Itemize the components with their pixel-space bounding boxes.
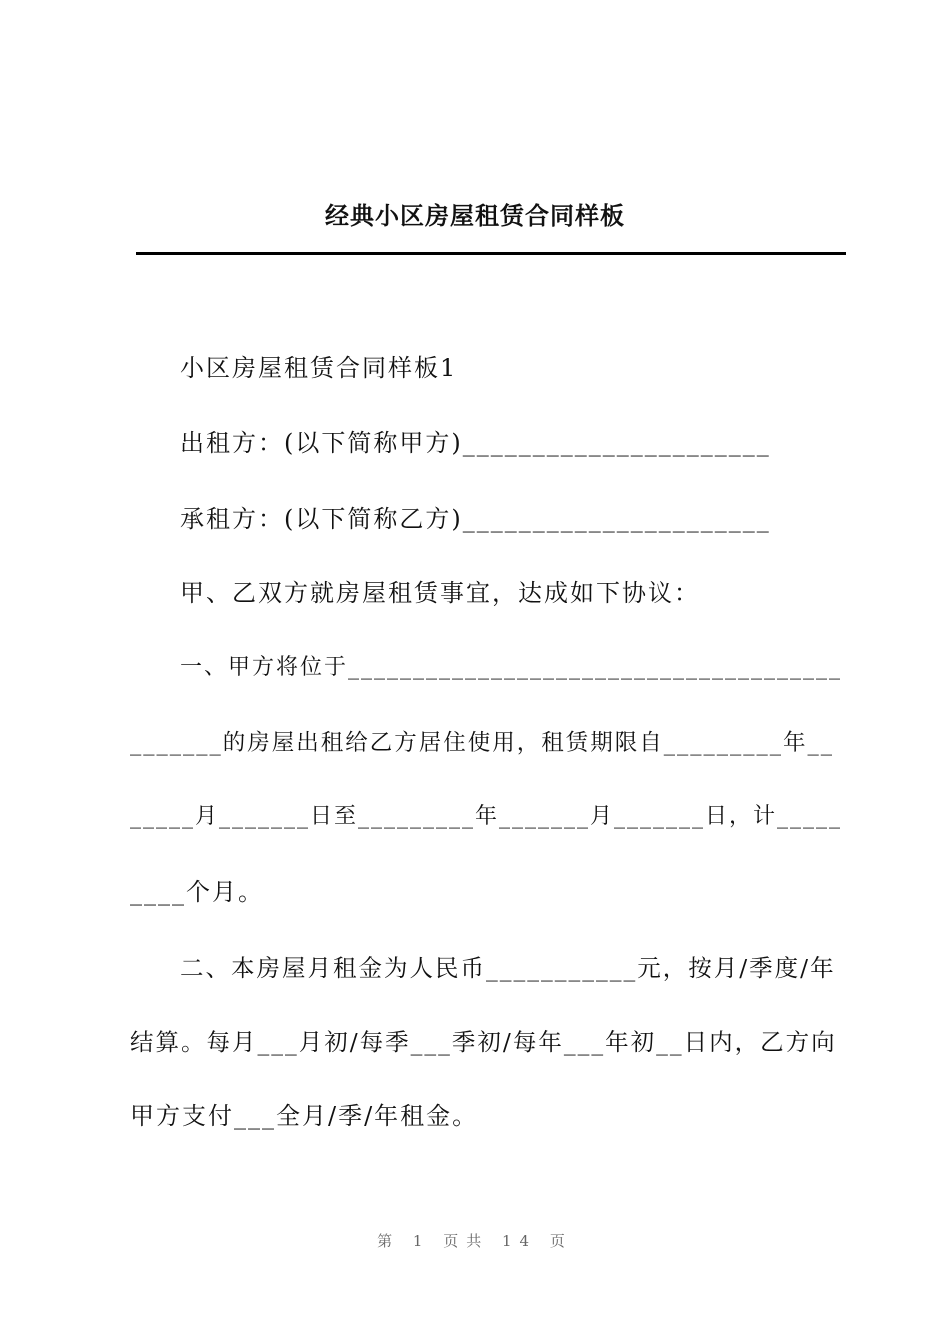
clause-2-line-1: 二、本房屋月租金为人民币___________元，按月/季度/年 <box>180 954 836 982</box>
document-title: 经典小区房屋租赁合同样板 <box>325 201 625 230</box>
section-heading: 小区房屋租赁合同样板1 <box>180 354 458 382</box>
clause-1-line-2: _______的房屋出租给乙方居住使用，租赁期限自_________年__ <box>130 730 835 756</box>
clause-1-line-1: 一、甲方将位于______________________________________ <box>180 655 843 680</box>
agreement-intro: 甲、乙双方就房屋租赁事宜，达成如下协议： <box>180 579 700 607</box>
page-number-footer: 第 1 页共 14 页 <box>377 1232 573 1250</box>
lessor-line: 出租方：(以下简称甲方)______________________ <box>180 429 771 457</box>
title-divider <box>136 252 846 255</box>
clause-1-line-4: ____个月。 <box>130 878 264 906</box>
clause-2-line-2: 结算。每月___月初/每季___季初/每年___年初__日内，乙方向 <box>130 1028 837 1056</box>
clause-1-line-3: _____月_______日至_________年_______月_______日，计_____ <box>130 804 843 829</box>
lessee-line: 承租方：(以下简称乙方)______________________ <box>180 505 771 533</box>
clause-2-line-3: 甲方支付___全月/季/年租金。 <box>130 1102 479 1130</box>
